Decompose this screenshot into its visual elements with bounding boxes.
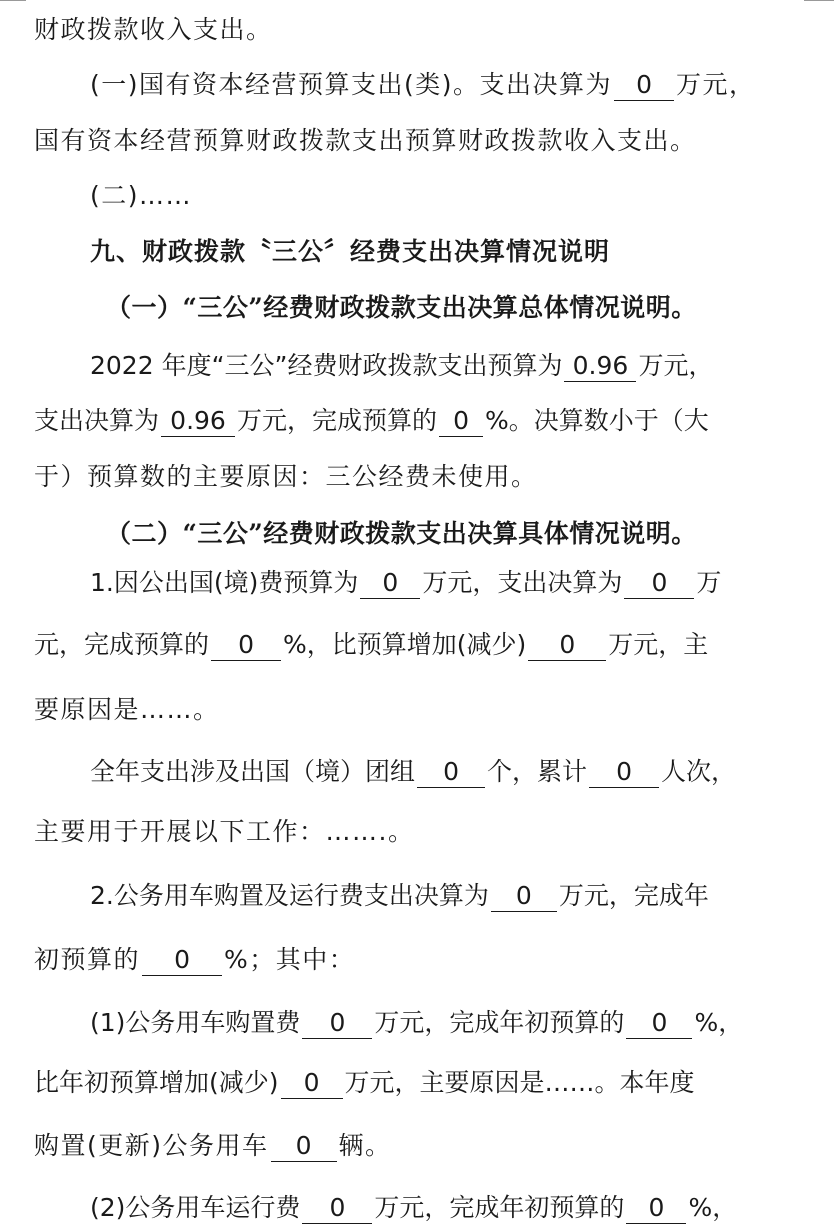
fill-blank-value: 0: [626, 1008, 692, 1039]
paragraph-line: 初预算的 0 %；其中：: [34, 945, 356, 974]
fill-blank-value: 0: [626, 1193, 686, 1224]
subsection-heading: （一）“三公”经费财政拨款支出决算总体情况说明。: [106, 293, 697, 322]
paragraph-line: (二)……: [90, 181, 193, 210]
paragraph-line: 国有资本经营预算财政拨款支出预算财政拨款收入支出。: [34, 126, 697, 155]
fill-blank-value: 0: [142, 945, 222, 976]
paragraph-line: 主要用于开展以下工作：…….。: [34, 817, 415, 846]
fill-blank-value: 0: [614, 70, 674, 101]
fill-blank-value: 0.96: [161, 406, 235, 437]
fill-blank-value: 0: [211, 630, 281, 661]
fill-blank-value: 0: [281, 1068, 343, 1099]
paragraph-line: 于）预算数的主要原因：三公经费未使用。: [34, 462, 538, 491]
paragraph-line: 2.公务用车购置及运行费支出决算为 0 万元，完成年: [90, 881, 709, 910]
fill-blank-value: 0: [302, 1008, 372, 1039]
fill-blank-value: 0: [439, 406, 483, 437]
section-heading: 九、财政拨款〝三公〞经费支出决算情况说明: [90, 237, 611, 266]
fill-blank-value: 0: [302, 1193, 372, 1224]
paragraph-line: 元，完成预算的 0 %，比预算增加(减少) 0 万元，主: [34, 630, 709, 659]
fill-blank-value: 0: [360, 568, 420, 599]
paragraph-line: 2022 年度“三公”经费财政拨款支出预算为 0.96 万元，: [90, 351, 714, 380]
fill-blank-value: 0: [528, 630, 606, 661]
paragraph-line: 比年初预算增加(减少) 0 万元，主要原因是……。本年度: [34, 1068, 695, 1097]
paragraph-line: 全年支出涉及出国（境）团组 0 个，累计 0 人次，: [90, 757, 737, 786]
paragraph-line: (1)公务用车购置费 0 万元，完成年初预算的 0 %，: [90, 1008, 744, 1037]
fill-blank-value: 0: [417, 757, 485, 788]
fill-blank-value: 0: [624, 568, 694, 599]
page-corner-mark-right: [804, 0, 834, 1]
page-corner-mark-left: [0, 0, 26, 1]
fill-blank-value: 0: [589, 757, 659, 788]
paragraph-line: 1.因公出国(境)费预算为 0 万元，支出决算为 0 万: [90, 568, 722, 597]
paragraph-line: 购置(更新)公务用车 0 辆。: [34, 1131, 392, 1160]
paragraph-line: (2)公务用车运行费 0 万元，完成年初预算的 0 %，: [90, 1193, 738, 1222]
paragraph-line: 财政拨款收入支出。: [34, 15, 273, 44]
subsection-heading: （二）“三公”经费财政拨款支出决算具体情况说明。: [106, 519, 697, 548]
paragraph-line: 要原因是……。: [34, 695, 220, 724]
fill-blank-value: 0.96: [564, 351, 636, 382]
fill-blank-value: 0: [271, 1131, 337, 1162]
paragraph-line: 支出决算为 0.96 万元，完成预算的 0 %。决算数小于（大: [34, 406, 709, 435]
fill-blank-value: 0: [491, 881, 557, 912]
paragraph-line: (一)国有资本经营预算支出(类)。支出决算为 0 万元，: [90, 70, 756, 99]
